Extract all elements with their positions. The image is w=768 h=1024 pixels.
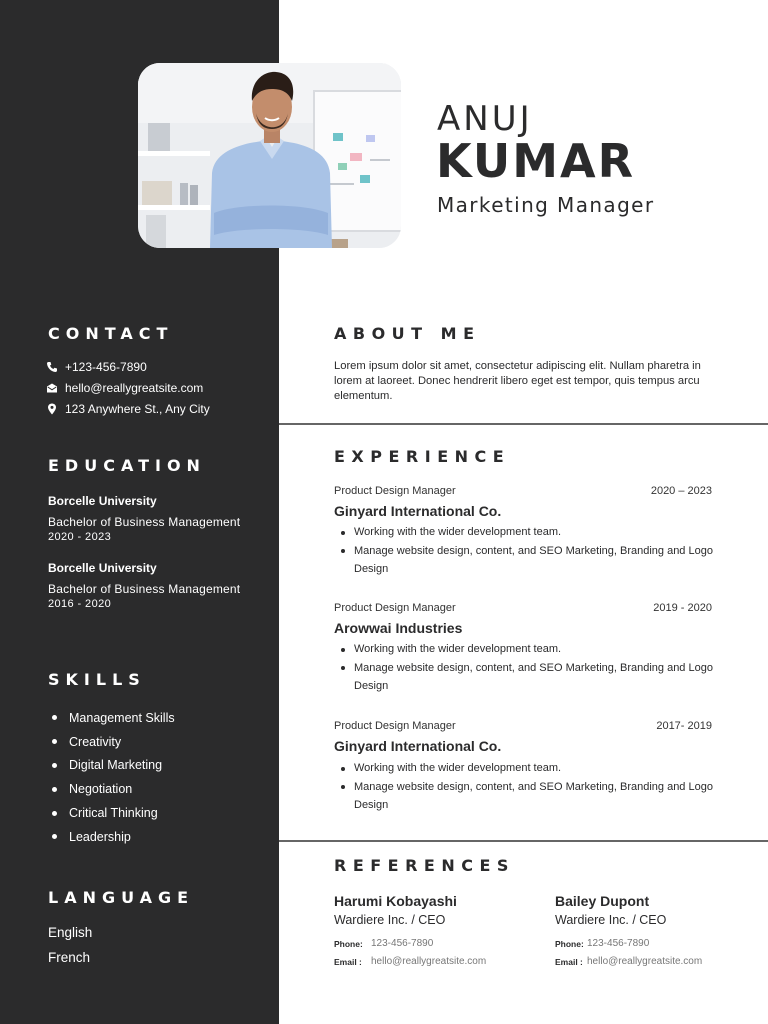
contact-address xyxy=(46,402,210,416)
experience-bullet: Manage website design, content, and SEO Marketing, Branding and Logo Design xyxy=(340,778,720,815)
experience-bullet: Working with the wider development team. xyxy=(340,759,720,778)
last-name: KUMAR xyxy=(436,134,635,188)
skill-item: Critical Thinking xyxy=(52,801,175,825)
reference-phone-label: Phone: xyxy=(555,939,584,949)
education-years: 2020 - 2023 xyxy=(48,531,112,543)
experience-role: Product Design Manager xyxy=(334,485,456,497)
about-text: Lorem ipsum dolor sit amet, consectetur adipiscing elit. Nullam pharetra in lorem at laoreet. Donec hendrerit libero eget est tempor, quis tempus arcu elementum. xyxy=(334,360,701,402)
reference-name: Harumi Kobayashi xyxy=(334,893,457,909)
contact-email-text[interactable]: hello@reallygreatsite.com xyxy=(65,381,204,395)
section-divider xyxy=(279,840,768,842)
language-item: English xyxy=(48,925,93,940)
experience-heading: EXPERIENCE xyxy=(334,447,511,466)
experience-role: Product Design Manager xyxy=(334,602,456,614)
education-degree: Bachelor of Business Management xyxy=(48,515,241,529)
reference-email[interactable]: hello@reallygreatsite.com xyxy=(587,956,703,967)
mail-icon xyxy=(46,382,58,394)
skill-item: Leadership xyxy=(52,825,175,849)
profile-photo xyxy=(138,63,401,248)
bullet-icon xyxy=(52,811,57,816)
education-heading: EDUCATION xyxy=(48,456,206,475)
reference-org: Wardiere Inc. / CEO xyxy=(555,913,667,927)
experience-dates: 2017- 2019 xyxy=(656,720,712,732)
contact-email xyxy=(46,381,203,395)
bullet-icon xyxy=(52,763,57,768)
experience-company: Arowwai Industries xyxy=(334,620,463,636)
experience-bullets xyxy=(340,523,720,579)
reference-phone: 123-456-7890 xyxy=(587,938,650,949)
first-name: ANUJ xyxy=(437,99,533,139)
experience-bullets xyxy=(340,759,720,815)
section-divider xyxy=(279,423,768,425)
about-heading: ABOUT ME xyxy=(334,324,481,343)
contact-phone-text: +123-456-7890 xyxy=(65,360,147,374)
education-school: Borcelle University xyxy=(48,494,157,508)
experience-bullet: Working with the wider development team. xyxy=(340,523,720,542)
experience-company: Ginyard International Co. xyxy=(334,503,502,519)
skills-heading: SKILLS xyxy=(48,670,146,689)
experience-dates: 2019 - 2020 xyxy=(653,602,712,614)
experience-bullet: Manage website design, content, and SEO Marketing, Branding and Logo Design xyxy=(340,659,720,696)
experience-bullet: Working with the wider development team. xyxy=(340,640,720,659)
education-years: 2016 - 2020 xyxy=(48,598,112,610)
education-school: Borcelle University xyxy=(48,561,157,575)
skill-item: Management Skills xyxy=(52,706,175,730)
job-title: Marketing Manager xyxy=(437,193,655,217)
experience-bullets xyxy=(340,640,720,696)
experience-bullet: Manage website design, content, and SEO Marketing, Branding and Logo Design xyxy=(340,542,720,579)
bullet-icon xyxy=(52,834,57,839)
contact-address-text: 123 Anywhere St., Any City xyxy=(65,402,210,416)
bullet-icon xyxy=(52,715,57,720)
bullet-icon xyxy=(52,739,57,744)
experience-dates: 2020 – 2023 xyxy=(650,485,712,497)
reference-org: Wardiere Inc. / CEO xyxy=(334,913,446,927)
reference-email-label: Email : xyxy=(334,957,362,967)
experience-role: Product Design Manager xyxy=(334,720,456,732)
education-degree: Bachelor of Business Management xyxy=(48,582,241,596)
reference-email[interactable]: hello@reallygreatsite.com xyxy=(371,956,487,967)
skill-item: Creativity xyxy=(52,730,175,754)
location-pin-icon xyxy=(46,403,58,415)
language-item: French xyxy=(48,950,91,965)
contact-phone xyxy=(46,360,147,374)
reference-phone-label: Phone: xyxy=(334,939,363,949)
contact-heading: CONTACT xyxy=(48,324,174,343)
skill-item: Digital Marketing xyxy=(52,754,175,778)
phone-icon xyxy=(46,361,58,373)
skills-list xyxy=(52,706,175,849)
bullet-icon xyxy=(52,787,57,792)
references-heading: REFERENCES xyxy=(334,856,515,875)
language-heading: LANGUAGE xyxy=(48,888,195,907)
reference-name: Bailey Dupont xyxy=(555,893,650,909)
experience-company: Ginyard International Co. xyxy=(334,738,502,754)
reference-phone: 123-456-7890 xyxy=(371,938,434,949)
skill-item: Negotiation xyxy=(52,777,175,801)
reference-email-label: Email : xyxy=(555,957,583,967)
